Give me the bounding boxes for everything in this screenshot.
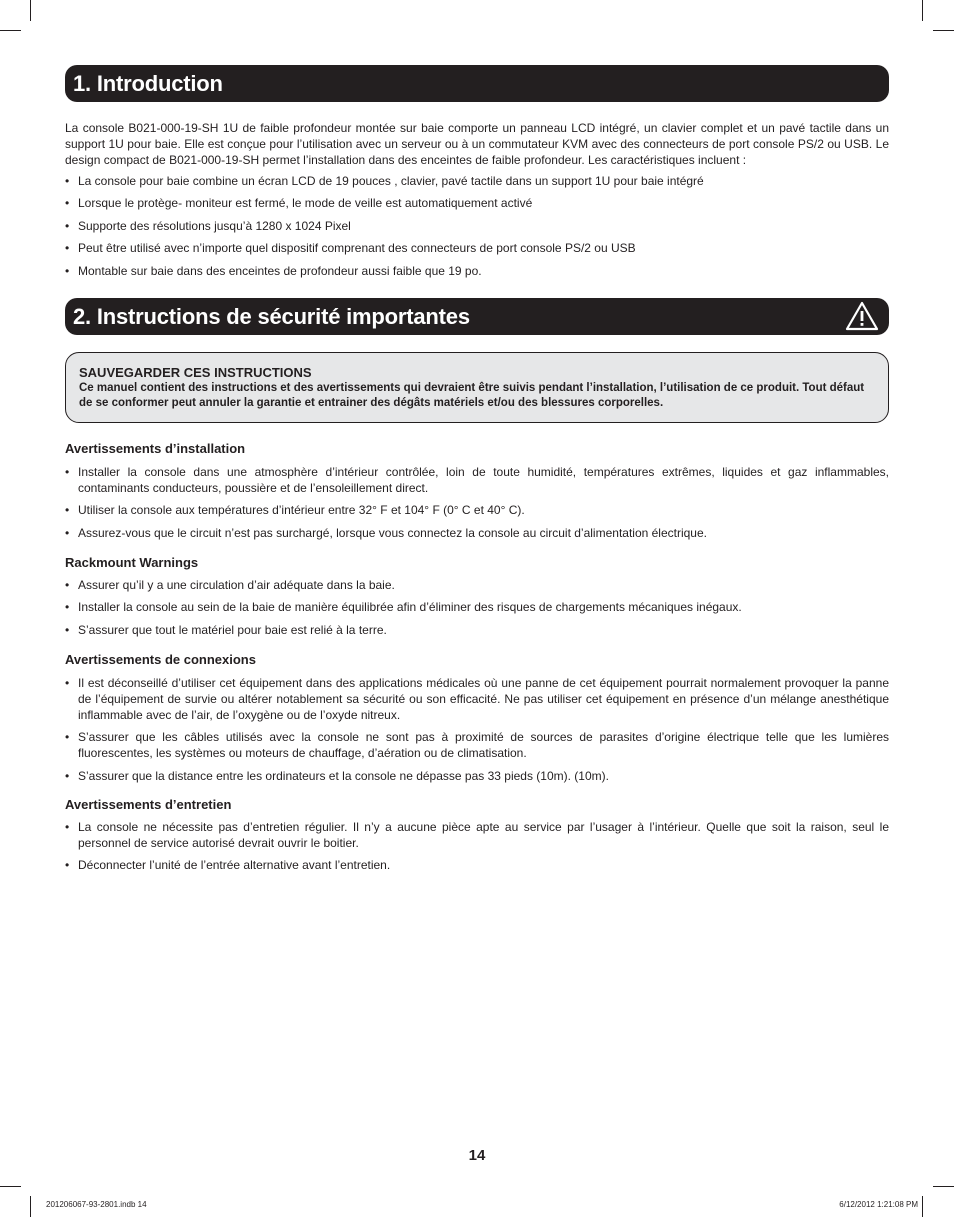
safety-notice-box [65,352,889,423]
list-item: • Assurez-vous que le circuit n’est pas surchargé, lorsque vous connectez la console au circuit d’alimentation électrique. [65,525,889,541]
list-item: • La console pour baie combine un écran LCD de 19 pouces , clavier, pavé tactile dans un support 1U pour baie intégré [65,173,889,189]
intro-paragraph: La console B021-000-19-SH 1U de faible profondeur montée sur baie comporte un panneau LCD intégré, un clavier complet et un pavé tactile dans un support 1U pour baie. Elle est conçue pour l’utilisation avec un serveur ou à un commutateur KVM avec des connecteurs de port console PS/2 ou USB. Le design compact de B021-000-19-SH permet l’installation dans des enceintes de faible profondeur. Les caractéristiques incluent : [65,121,889,167]
section-2-title: 2. Instructions de sécurité importantes [73,304,470,329]
notice-heading: SAUVEGARDER CES INSTRUCTIONS [79,365,312,380]
connections-list [65,675,889,790]
rackmount-list [65,577,889,644]
list-item: • Supporte des résolutions jusqu’à 1280 x 1024 Pixel [65,218,889,234]
list-item: • Installer la console dans une atmosphère d’intérieur contrôlée, loin de toute humidité, températures extrêmes, liquides et gaz inflammables, contaminants conducteurs, poussière et de l’ensoleillement direct. [65,464,889,496]
crop-mark-bottom-right-v [922,1196,923,1217]
crop-mark-top-left-h [0,30,21,31]
rackmount-heading: Rackmount Warnings [65,555,199,570]
crop-mark-top-right-h [933,30,954,31]
section-2-header [65,298,889,335]
list-item: • S’assurer que tout le matériel pour baie est relié à la terre. [65,622,889,638]
slug-file-info: 201206067-93-2801.indb 14 [46,1200,147,1209]
list-item: • S’assurer que la distance entre les ordinateurs et la console ne dépasse pas 33 pieds (10m). (10m). [65,768,889,784]
crop-mark-bottom-right-h [933,1186,954,1187]
list-item: • Déconnecter l’unité de l’entrée alternative avant l’entretien. [65,857,889,873]
list-item: • Assurer qu’il y a une circulation d’air adéquate dans la baie. [65,577,889,593]
connections-heading: Avertissements de connexions [65,652,256,667]
crop-mark-bottom-left-v [30,1196,31,1217]
list-item: • Utiliser la console aux températures d’intérieur entre 32° F et 104° F (0° C et 40° C). [65,502,889,518]
installation-list [65,464,889,547]
page-number: 14 [468,1147,486,1164]
slug-timestamp: 6/12/2012 1:21:08 PM [839,1200,918,1209]
list-item: • Peut être utilisé avec n’importe quel dispositif comprenant des connecteurs de port console PS/2 ou USB [65,240,889,256]
list-item: • Lorsque le protège- moniteur est fermé, le mode de veille est automatiquement activé [65,195,889,211]
section-1-header [65,65,889,102]
section-1-title: 1. Introduction [73,71,223,96]
list-item: • Installer la console au sein de la baie de manière équilibrée afin d’éliminer des risques de chargements mécaniques inégaux. [65,599,889,615]
installation-heading: Avertissements d’installation [65,441,246,456]
list-item: • S’assurer que les câbles utilisés avec la console ne sont pas à proximité de sources de parasites d’origine électrique telle que les lumières fluorescentes, les systèmes ou moteurs de chauffage, d’aération ou de climatisation. [65,729,889,761]
list-item: • Il est déconseillé d’utiliser cet équipement dans des applications médicales où une panne de cet équipement pourrait normalement provoquer la panne de l’équipement de survie ou altérer notablement sa sécurité ou son efficacité. Ne pas utiliser cet équipement en présence d’un mélange anesthétique inflammable avec de l’air, de l’oxygène ou de l’oxyde nitreux. [65,675,889,723]
warning-triangle-icon [845,300,879,332]
notice-text: Ce manuel contient des instructions et des avertissements qui devraient être suivis pendant l’installation, l’utilisation de ce produit. Tout défaut de se conformer peut annuler la garantie et entrainer des dégâts matériels et/ou des blessures corporelles. [79,382,865,409]
features-list [65,173,889,285]
crop-mark-top-left-v [30,0,31,21]
list-item: • La console ne nécessite pas d’entretien régulier. Il n’y a aucune pièce apte au service par l’usager à l’intérieur. Quelle que soit la raison, seul le personnel de service autorisé devrait ouvrir le boitier. [65,819,889,851]
maintenance-list [65,819,889,880]
crop-mark-top-right-v [922,0,923,21]
maintenance-heading: Avertissements d’entretien [65,797,232,812]
list-item: • Montable sur baie dans des enceintes de profondeur aussi faible que 19 po. [65,263,889,279]
crop-mark-bottom-left-h [0,1186,21,1187]
